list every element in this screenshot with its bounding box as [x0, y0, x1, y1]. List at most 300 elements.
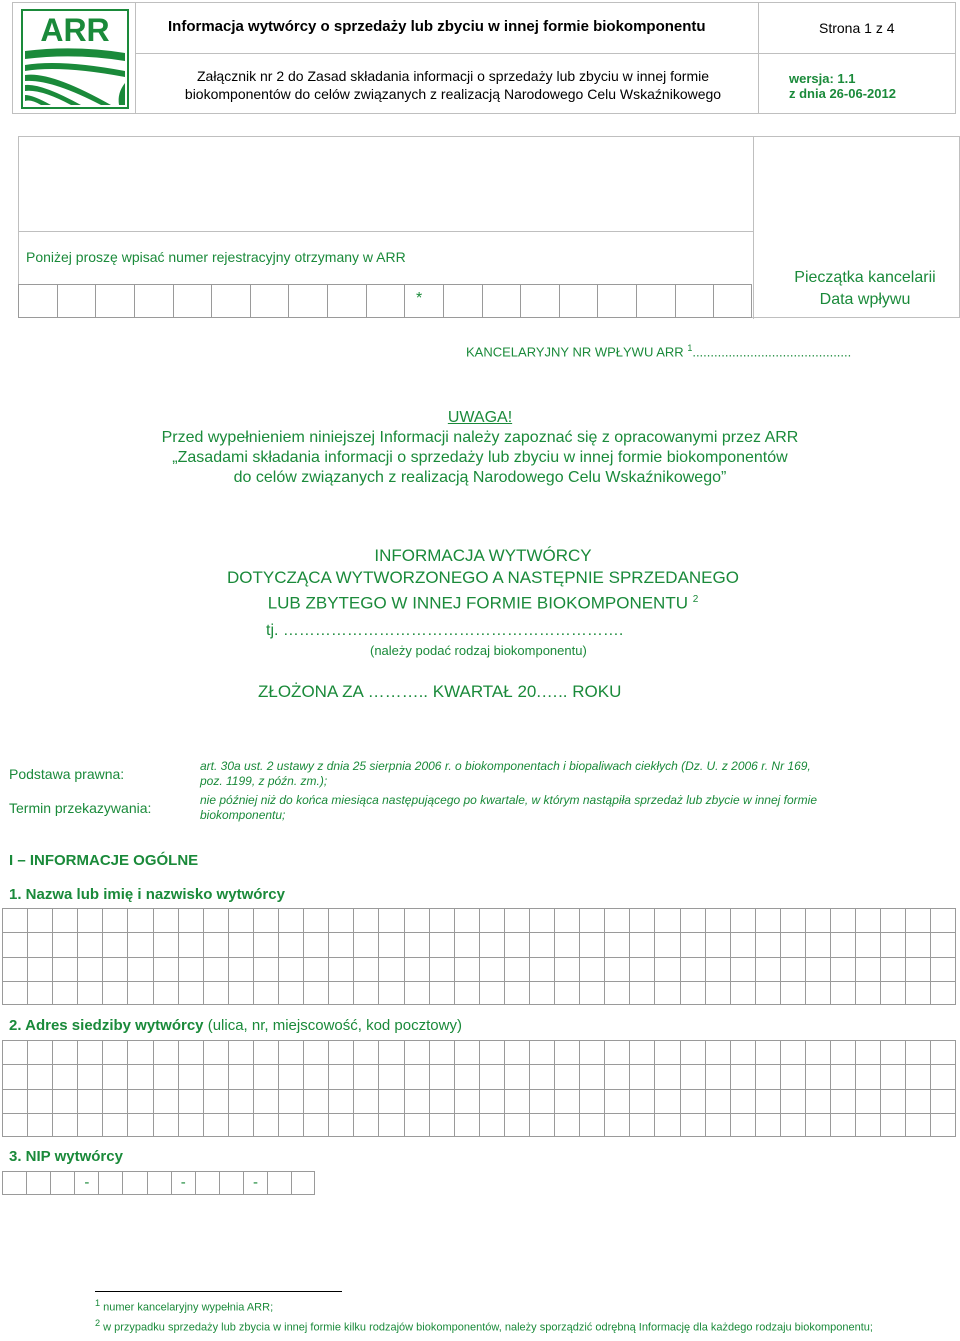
name-letter-cell[interactable]	[705, 932, 730, 956]
address-letter-cell[interactable]	[429, 1064, 454, 1088]
address-letter-cell[interactable]	[328, 1040, 353, 1064]
address-letter-cell[interactable]	[730, 1064, 755, 1088]
name-letter-cell[interactable]	[178, 932, 203, 956]
name-letter-cell[interactable]	[755, 908, 780, 932]
name-grid[interactable]	[2, 908, 956, 1005]
address-letter-cell[interactable]	[905, 1089, 930, 1113]
address-letter-cell[interactable]	[278, 1040, 303, 1064]
address-letter-cell[interactable]	[855, 1040, 880, 1064]
name-letter-cell[interactable]	[529, 932, 554, 956]
address-letter-cell[interactable]	[378, 1113, 403, 1137]
name-letter-cell[interactable]	[554, 908, 579, 932]
name-letter-cell[interactable]	[153, 908, 178, 932]
address-letter-cell[interactable]	[127, 1113, 152, 1137]
name-letter-cell[interactable]	[680, 981, 705, 1005]
address-letter-cell[interactable]	[328, 1089, 353, 1113]
address-letter-cell[interactable]	[102, 1064, 127, 1088]
registration-digit-cell[interactable]	[18, 284, 57, 318]
name-letter-cell[interactable]	[353, 981, 378, 1005]
address-letter-cell[interactable]	[855, 1089, 880, 1113]
address-letter-cell[interactable]	[930, 1040, 955, 1064]
name-letter-cell[interactable]	[830, 981, 855, 1005]
name-letter-cell[interactable]	[353, 957, 378, 981]
name-letter-cell[interactable]	[930, 932, 955, 956]
address-letter-cell[interactable]	[2, 1089, 27, 1113]
name-letter-cell[interactable]	[780, 932, 805, 956]
nip-digit-cell[interactable]	[98, 1171, 122, 1195]
name-letter-cell[interactable]	[228, 908, 253, 932]
address-letter-cell[interactable]	[102, 1089, 127, 1113]
name-letter-cell[interactable]	[604, 957, 629, 981]
registration-digit-cell[interactable]	[636, 284, 675, 318]
address-letter-cell[interactable]	[755, 1064, 780, 1088]
registration-digit-cell[interactable]	[559, 284, 598, 318]
address-letter-cell[interactable]	[253, 1113, 278, 1137]
name-letter-cell[interactable]	[604, 908, 629, 932]
name-letter-cell[interactable]	[27, 932, 52, 956]
address-letter-cell[interactable]	[830, 1089, 855, 1113]
address-letter-cell[interactable]	[930, 1089, 955, 1113]
address-letter-cell[interactable]	[228, 1113, 253, 1137]
address-letter-cell[interactable]	[504, 1089, 529, 1113]
name-letter-cell[interactable]	[278, 908, 303, 932]
name-letter-cell[interactable]	[2, 908, 27, 932]
name-letter-cell[interactable]	[278, 932, 303, 956]
name-letter-cell[interactable]	[680, 932, 705, 956]
address-letter-cell[interactable]	[654, 1089, 679, 1113]
address-letter-cell[interactable]	[755, 1040, 780, 1064]
address-letter-cell[interactable]	[830, 1113, 855, 1137]
name-letter-cell[interactable]	[554, 932, 579, 956]
address-letter-cell[interactable]	[328, 1113, 353, 1137]
name-letter-cell[interactable]	[855, 932, 880, 956]
address-letter-cell[interactable]	[353, 1089, 378, 1113]
name-letter-cell[interactable]	[755, 932, 780, 956]
address-letter-cell[interactable]	[353, 1040, 378, 1064]
name-letter-cell[interactable]	[228, 932, 253, 956]
name-letter-cell[interactable]	[303, 908, 328, 932]
address-letter-cell[interactable]	[378, 1040, 403, 1064]
name-letter-cell[interactable]	[705, 981, 730, 1005]
address-letter-cell[interactable]	[905, 1040, 930, 1064]
name-letter-cell[interactable]	[404, 957, 429, 981]
name-letter-cell[interactable]	[479, 981, 504, 1005]
address-letter-cell[interactable]	[554, 1064, 579, 1088]
address-letter-cell[interactable]	[780, 1064, 805, 1088]
address-letter-cell[interactable]	[529, 1089, 554, 1113]
address-letter-cell[interactable]	[579, 1064, 604, 1088]
name-letter-cell[interactable]	[604, 932, 629, 956]
name-letter-cell[interactable]	[905, 981, 930, 1005]
name-letter-cell[interactable]	[930, 981, 955, 1005]
address-letter-cell[interactable]	[705, 1040, 730, 1064]
name-letter-cell[interactable]	[203, 957, 228, 981]
address-letter-cell[interactable]	[680, 1089, 705, 1113]
address-letter-cell[interactable]	[554, 1113, 579, 1137]
name-letter-cell[interactable]	[830, 957, 855, 981]
name-letter-cell[interactable]	[554, 981, 579, 1005]
address-letter-cell[interactable]	[153, 1089, 178, 1113]
name-letter-cell[interactable]	[2, 932, 27, 956]
name-letter-cell[interactable]	[253, 932, 278, 956]
name-letter-cell[interactable]	[454, 932, 479, 956]
name-letter-cell[interactable]	[52, 908, 77, 932]
address-letter-cell[interactable]	[52, 1064, 77, 1088]
address-letter-cell[interactable]	[178, 1089, 203, 1113]
name-letter-cell[interactable]	[654, 932, 679, 956]
name-letter-cell[interactable]	[880, 908, 905, 932]
name-letter-cell[interactable]	[303, 981, 328, 1005]
name-letter-cell[interactable]	[429, 908, 454, 932]
address-letter-cell[interactable]	[930, 1064, 955, 1088]
name-letter-cell[interactable]	[805, 908, 830, 932]
address-letter-cell[interactable]	[805, 1089, 830, 1113]
nip-digit-cell[interactable]	[267, 1171, 291, 1195]
address-letter-cell[interactable]	[27, 1064, 52, 1088]
registration-digit-cell[interactable]	[211, 284, 250, 318]
address-letter-cell[interactable]	[654, 1040, 679, 1064]
registration-digit-cell[interactable]	[134, 284, 173, 318]
name-letter-cell[interactable]	[77, 932, 102, 956]
address-letter-cell[interactable]	[77, 1113, 102, 1137]
address-letter-cell[interactable]	[930, 1113, 955, 1137]
name-letter-cell[interactable]	[654, 957, 679, 981]
name-letter-cell[interactable]	[27, 908, 52, 932]
nip-digit-cell[interactable]	[147, 1171, 171, 1195]
address-letter-cell[interactable]	[27, 1040, 52, 1064]
address-letter-cell[interactable]	[479, 1089, 504, 1113]
name-letter-cell[interactable]	[705, 908, 730, 932]
address-letter-cell[interactable]	[604, 1040, 629, 1064]
name-letter-cell[interactable]	[905, 932, 930, 956]
address-letter-cell[interactable]	[805, 1064, 830, 1088]
address-letter-cell[interactable]	[429, 1040, 454, 1064]
name-letter-cell[interactable]	[855, 981, 880, 1005]
address-letter-cell[interactable]	[178, 1064, 203, 1088]
address-letter-cell[interactable]	[579, 1040, 604, 1064]
registration-number-grid[interactable]	[18, 284, 752, 318]
address-letter-cell[interactable]	[77, 1040, 102, 1064]
name-letter-cell[interactable]	[153, 957, 178, 981]
name-letter-cell[interactable]	[127, 908, 152, 932]
name-letter-cell[interactable]	[102, 932, 127, 956]
name-letter-cell[interactable]	[554, 957, 579, 981]
name-letter-cell[interactable]	[629, 957, 654, 981]
registration-digit-cell[interactable]	[250, 284, 289, 318]
name-letter-cell[interactable]	[303, 932, 328, 956]
name-letter-cell[interactable]	[780, 908, 805, 932]
name-letter-cell[interactable]	[454, 981, 479, 1005]
name-letter-cell[interactable]	[102, 981, 127, 1005]
address-letter-cell[interactable]	[2, 1040, 27, 1064]
name-letter-cell[interactable]	[203, 908, 228, 932]
address-letter-cell[interactable]	[2, 1064, 27, 1088]
name-letter-cell[interactable]	[629, 908, 654, 932]
nip-digit-cell[interactable]	[219, 1171, 243, 1195]
name-letter-cell[interactable]	[454, 957, 479, 981]
address-letter-cell[interactable]	[429, 1113, 454, 1137]
address-letter-cell[interactable]	[705, 1113, 730, 1137]
name-letter-cell[interactable]	[880, 932, 905, 956]
nip-digit-cell[interactable]	[26, 1171, 50, 1195]
registration-digit-cell[interactable]	[404, 284, 443, 318]
name-letter-cell[interactable]	[705, 957, 730, 981]
nip-grid[interactable]	[2, 1171, 315, 1195]
address-letter-cell[interactable]	[253, 1064, 278, 1088]
address-letter-cell[interactable]	[27, 1089, 52, 1113]
registration-digit-cell[interactable]	[57, 284, 96, 318]
name-letter-cell[interactable]	[680, 957, 705, 981]
address-letter-cell[interactable]	[805, 1040, 830, 1064]
address-letter-cell[interactable]	[102, 1040, 127, 1064]
address-letter-cell[interactable]	[604, 1089, 629, 1113]
address-letter-cell[interactable]	[604, 1064, 629, 1088]
name-letter-cell[interactable]	[780, 981, 805, 1005]
name-letter-cell[interactable]	[278, 957, 303, 981]
address-letter-cell[interactable]	[529, 1113, 554, 1137]
name-letter-cell[interactable]	[77, 908, 102, 932]
address-letter-cell[interactable]	[52, 1089, 77, 1113]
name-letter-cell[interactable]	[905, 957, 930, 981]
name-letter-cell[interactable]	[228, 957, 253, 981]
name-letter-cell[interactable]	[378, 908, 403, 932]
address-letter-cell[interactable]	[529, 1064, 554, 1088]
name-letter-cell[interactable]	[529, 981, 554, 1005]
name-letter-cell[interactable]	[930, 908, 955, 932]
address-letter-cell[interactable]	[127, 1040, 152, 1064]
name-letter-cell[interactable]	[178, 981, 203, 1005]
name-letter-cell[interactable]	[579, 932, 604, 956]
registration-digit-cell[interactable]	[327, 284, 366, 318]
registration-digit-cell[interactable]	[675, 284, 714, 318]
name-letter-cell[interactable]	[228, 981, 253, 1005]
name-letter-cell[interactable]	[253, 957, 278, 981]
registration-digit-cell[interactable]	[482, 284, 521, 318]
address-letter-cell[interactable]	[880, 1113, 905, 1137]
name-letter-cell[interactable]	[127, 957, 152, 981]
name-letter-cell[interactable]	[930, 957, 955, 981]
name-letter-cell[interactable]	[830, 908, 855, 932]
name-letter-cell[interactable]	[52, 981, 77, 1005]
name-letter-cell[interactable]	[2, 981, 27, 1005]
name-letter-cell[interactable]	[303, 957, 328, 981]
address-letter-cell[interactable]	[554, 1089, 579, 1113]
address-letter-cell[interactable]	[629, 1113, 654, 1137]
name-letter-cell[interactable]	[2, 957, 27, 981]
address-letter-cell[interactable]	[855, 1064, 880, 1088]
address-letter-cell[interactable]	[454, 1064, 479, 1088]
address-letter-cell[interactable]	[153, 1064, 178, 1088]
name-letter-cell[interactable]	[404, 932, 429, 956]
name-letter-cell[interactable]	[429, 957, 454, 981]
name-letter-cell[interactable]	[755, 957, 780, 981]
registration-digit-cell[interactable]	[597, 284, 636, 318]
address-letter-cell[interactable]	[228, 1089, 253, 1113]
name-letter-cell[interactable]	[27, 981, 52, 1005]
name-letter-cell[interactable]	[52, 932, 77, 956]
address-letter-cell[interactable]	[529, 1040, 554, 1064]
name-letter-cell[interactable]	[253, 908, 278, 932]
address-letter-cell[interactable]	[629, 1040, 654, 1064]
address-letter-cell[interactable]	[705, 1064, 730, 1088]
address-letter-cell[interactable]	[353, 1113, 378, 1137]
address-letter-cell[interactable]	[203, 1040, 228, 1064]
name-letter-cell[interactable]	[52, 957, 77, 981]
address-letter-cell[interactable]	[504, 1064, 529, 1088]
registration-digit-cell[interactable]	[443, 284, 482, 318]
address-letter-cell[interactable]	[153, 1113, 178, 1137]
name-letter-cell[interactable]	[278, 981, 303, 1005]
address-letter-cell[interactable]	[228, 1064, 253, 1088]
nip-digit-cell[interactable]	[50, 1171, 74, 1195]
address-letter-cell[interactable]	[303, 1064, 328, 1088]
address-letter-cell[interactable]	[780, 1113, 805, 1137]
address-letter-cell[interactable]	[579, 1113, 604, 1137]
name-letter-cell[interactable]	[429, 932, 454, 956]
name-letter-cell[interactable]	[102, 908, 127, 932]
address-letter-cell[interactable]	[253, 1089, 278, 1113]
address-letter-cell[interactable]	[303, 1089, 328, 1113]
name-letter-cell[interactable]	[579, 957, 604, 981]
name-letter-cell[interactable]	[730, 957, 755, 981]
name-letter-cell[interactable]	[680, 908, 705, 932]
name-letter-cell[interactable]	[102, 957, 127, 981]
address-letter-cell[interactable]	[253, 1040, 278, 1064]
name-letter-cell[interactable]	[203, 981, 228, 1005]
address-letter-cell[interactable]	[203, 1064, 228, 1088]
address-letter-cell[interactable]	[830, 1040, 855, 1064]
address-letter-cell[interactable]	[127, 1089, 152, 1113]
name-letter-cell[interactable]	[905, 908, 930, 932]
address-letter-cell[interactable]	[905, 1064, 930, 1088]
address-letter-cell[interactable]	[203, 1089, 228, 1113]
nip-digit-cell[interactable]	[291, 1171, 315, 1195]
address-letter-cell[interactable]	[780, 1040, 805, 1064]
address-letter-cell[interactable]	[479, 1040, 504, 1064]
address-letter-cell[interactable]	[52, 1040, 77, 1064]
address-letter-cell[interactable]	[77, 1064, 102, 1088]
address-letter-cell[interactable]	[454, 1113, 479, 1137]
address-letter-cell[interactable]	[730, 1089, 755, 1113]
name-letter-cell[interactable]	[529, 957, 554, 981]
name-letter-cell[interactable]	[253, 981, 278, 1005]
address-letter-cell[interactable]	[102, 1113, 127, 1137]
name-letter-cell[interactable]	[880, 981, 905, 1005]
name-letter-cell[interactable]	[27, 957, 52, 981]
address-letter-cell[interactable]	[303, 1113, 328, 1137]
address-letter-cell[interactable]	[479, 1113, 504, 1137]
name-letter-cell[interactable]	[654, 908, 679, 932]
registration-digit-cell[interactable]	[713, 284, 752, 318]
address-letter-cell[interactable]	[278, 1064, 303, 1088]
name-letter-cell[interactable]	[454, 908, 479, 932]
address-letter-cell[interactable]	[780, 1089, 805, 1113]
address-letter-cell[interactable]	[278, 1089, 303, 1113]
name-letter-cell[interactable]	[404, 908, 429, 932]
name-letter-cell[interactable]	[579, 908, 604, 932]
name-letter-cell[interactable]	[604, 981, 629, 1005]
address-letter-cell[interactable]	[604, 1113, 629, 1137]
name-letter-cell[interactable]	[504, 908, 529, 932]
address-letter-cell[interactable]	[905, 1113, 930, 1137]
address-letter-cell[interactable]	[404, 1113, 429, 1137]
address-letter-cell[interactable]	[830, 1064, 855, 1088]
address-letter-cell[interactable]	[278, 1113, 303, 1137]
name-letter-cell[interactable]	[805, 957, 830, 981]
address-letter-cell[interactable]	[27, 1113, 52, 1137]
address-letter-cell[interactable]	[303, 1040, 328, 1064]
address-letter-cell[interactable]	[579, 1089, 604, 1113]
address-letter-cell[interactable]	[178, 1113, 203, 1137]
address-letter-cell[interactable]	[680, 1113, 705, 1137]
address-letter-cell[interactable]	[654, 1064, 679, 1088]
registration-digit-cell[interactable]	[366, 284, 405, 318]
name-letter-cell[interactable]	[328, 981, 353, 1005]
name-letter-cell[interactable]	[479, 932, 504, 956]
address-letter-cell[interactable]	[77, 1089, 102, 1113]
address-letter-cell[interactable]	[2, 1113, 27, 1137]
name-letter-cell[interactable]	[203, 932, 228, 956]
name-letter-cell[interactable]	[805, 981, 830, 1005]
nip-digit-cell[interactable]	[2, 1171, 26, 1195]
name-letter-cell[interactable]	[880, 957, 905, 981]
name-letter-cell[interactable]	[654, 981, 679, 1005]
address-letter-cell[interactable]	[52, 1113, 77, 1137]
address-letter-cell[interactable]	[378, 1064, 403, 1088]
address-letter-cell[interactable]	[680, 1064, 705, 1088]
name-letter-cell[interactable]	[127, 932, 152, 956]
name-letter-cell[interactable]	[153, 981, 178, 1005]
name-letter-cell[interactable]	[328, 908, 353, 932]
address-letter-cell[interactable]	[353, 1064, 378, 1088]
address-letter-cell[interactable]	[880, 1040, 905, 1064]
address-letter-cell[interactable]	[328, 1064, 353, 1088]
address-letter-cell[interactable]	[880, 1064, 905, 1088]
name-letter-cell[interactable]	[855, 957, 880, 981]
registration-digit-cell[interactable]	[95, 284, 134, 318]
address-letter-cell[interactable]	[429, 1089, 454, 1113]
name-letter-cell[interactable]	[178, 908, 203, 932]
address-letter-cell[interactable]	[504, 1040, 529, 1064]
address-letter-cell[interactable]	[554, 1040, 579, 1064]
address-letter-cell[interactable]	[654, 1113, 679, 1137]
address-letter-cell[interactable]	[404, 1064, 429, 1088]
name-letter-cell[interactable]	[378, 932, 403, 956]
name-letter-cell[interactable]	[404, 981, 429, 1005]
address-letter-cell[interactable]	[127, 1064, 152, 1088]
name-letter-cell[interactable]	[579, 981, 604, 1005]
address-letter-cell[interactable]	[880, 1089, 905, 1113]
address-letter-cell[interactable]	[730, 1113, 755, 1137]
nip-digit-cell[interactable]	[195, 1171, 219, 1195]
name-letter-cell[interactable]	[127, 981, 152, 1005]
address-letter-cell[interactable]	[755, 1089, 780, 1113]
address-letter-cell[interactable]	[629, 1089, 654, 1113]
address-letter-cell[interactable]	[705, 1089, 730, 1113]
address-letter-cell[interactable]	[755, 1113, 780, 1137]
address-letter-cell[interactable]	[228, 1040, 253, 1064]
address-letter-cell[interactable]	[178, 1040, 203, 1064]
name-letter-cell[interactable]	[855, 908, 880, 932]
name-letter-cell[interactable]	[780, 957, 805, 981]
name-letter-cell[interactable]	[153, 932, 178, 956]
address-letter-cell[interactable]	[680, 1040, 705, 1064]
address-letter-cell[interactable]	[805, 1113, 830, 1137]
address-letter-cell[interactable]	[378, 1089, 403, 1113]
name-letter-cell[interactable]	[353, 908, 378, 932]
name-letter-cell[interactable]	[629, 932, 654, 956]
name-letter-cell[interactable]	[629, 981, 654, 1005]
